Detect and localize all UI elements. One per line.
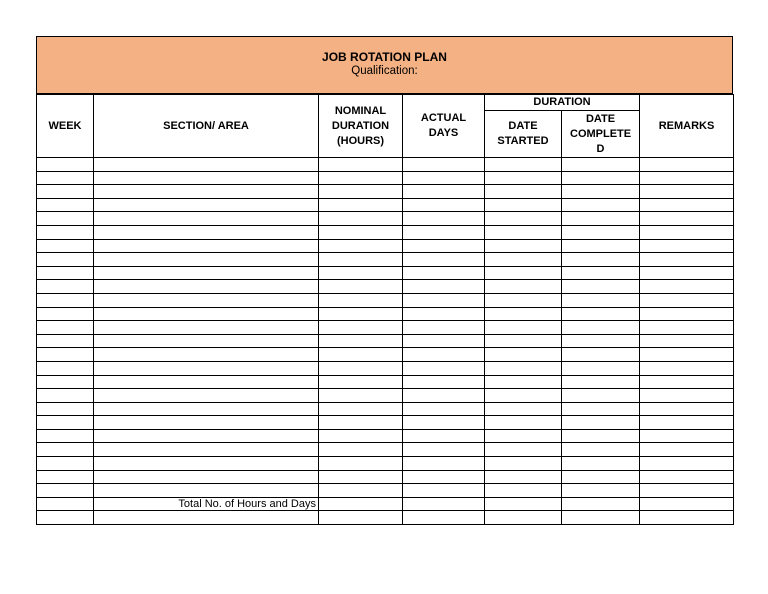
table-cell[interactable]: [319, 212, 403, 226]
table-cell[interactable]: [640, 171, 734, 185]
table-row: [37, 416, 734, 430]
table-cell[interactable]: [319, 321, 403, 335]
table-cell[interactable]: [37, 253, 94, 267]
table-cell[interactable]: [403, 239, 485, 253]
table-cell[interactable]: [94, 239, 319, 253]
table-cell[interactable]: [403, 361, 485, 375]
table-cell[interactable]: [485, 402, 562, 416]
table-cell[interactable]: [562, 416, 640, 430]
table-cell[interactable]: [319, 348, 403, 362]
table-cell[interactable]: [640, 375, 734, 389]
table-cell[interactable]: [319, 158, 403, 172]
table-cell[interactable]: [485, 497, 562, 511]
table-cell[interactable]: [562, 158, 640, 172]
table-cell[interactable]: [562, 457, 640, 471]
table-cell[interactable]: [485, 457, 562, 471]
table-cell[interactable]: [640, 280, 734, 294]
table-cell[interactable]: [319, 225, 403, 239]
table-cell[interactable]: [640, 361, 734, 375]
table-cell[interactable]: [485, 225, 562, 239]
table-cell[interactable]: [640, 198, 734, 212]
table-cell[interactable]: [562, 171, 640, 185]
table-cell[interactable]: [319, 334, 403, 348]
table-cell[interactable]: [562, 334, 640, 348]
table-cell[interactable]: [37, 212, 94, 226]
sheet-title: JOB ROTATION PLAN: [322, 50, 447, 64]
table-cell[interactable]: [403, 293, 485, 307]
table-row: [37, 470, 734, 484]
table-cell[interactable]: [485, 389, 562, 403]
table-cell[interactable]: [37, 321, 94, 335]
header-date-started: DATE STARTED: [485, 111, 562, 158]
table-cell[interactable]: [562, 484, 640, 498]
table-cell[interactable]: [403, 416, 485, 430]
table-cell[interactable]: [319, 402, 403, 416]
job-rotation-sheet: [36, 36, 733, 525]
table-cell[interactable]: [485, 375, 562, 389]
table-cell[interactable]: [319, 185, 403, 199]
table-cell[interactable]: [94, 334, 319, 348]
table-cell[interactable]: [640, 511, 734, 525]
table-cell[interactable]: [640, 158, 734, 172]
table-cell[interactable]: [37, 375, 94, 389]
table-cell[interactable]: [94, 402, 319, 416]
table-cell[interactable]: [562, 402, 640, 416]
table-cell[interactable]: [403, 470, 485, 484]
table-cell[interactable]: [640, 470, 734, 484]
table-cell[interactable]: [640, 225, 734, 239]
table-cell[interactable]: [640, 185, 734, 199]
table-cell[interactable]: [94, 321, 319, 335]
table-row: [37, 429, 734, 443]
table-row: [37, 198, 734, 212]
table-cell[interactable]: [640, 266, 734, 280]
table-cell[interactable]: [485, 293, 562, 307]
table-row: [37, 321, 734, 335]
table-row: [37, 280, 734, 294]
table-cell[interactable]: [37, 266, 94, 280]
table-row: [37, 266, 734, 280]
table-cell[interactable]: [403, 212, 485, 226]
table-cell[interactable]: [485, 307, 562, 321]
table-cell[interactable]: [94, 484, 319, 498]
table-cell[interactable]: [403, 225, 485, 239]
table-cell[interactable]: [403, 348, 485, 362]
table-cell[interactable]: [37, 511, 94, 525]
table-cell[interactable]: [319, 497, 403, 511]
table-cell[interactable]: [485, 511, 562, 525]
table-cell[interactable]: [37, 171, 94, 185]
table-row: [37, 484, 734, 498]
table-row: [37, 307, 734, 321]
table-cell[interactable]: [403, 443, 485, 457]
table-cell[interactable]: [37, 307, 94, 321]
table-cell[interactable]: [94, 389, 319, 403]
table-cell[interactable]: [319, 266, 403, 280]
table-cell[interactable]: [485, 171, 562, 185]
table-cell[interactable]: [403, 198, 485, 212]
table-cell[interactable]: [562, 429, 640, 443]
table-cell[interactable]: [640, 334, 734, 348]
table-cell[interactable]: [94, 280, 319, 294]
table-cell[interactable]: [37, 429, 94, 443]
table-cell[interactable]: [562, 511, 640, 525]
table-cell[interactable]: [403, 185, 485, 199]
table-cell[interactable]: [319, 429, 403, 443]
table-cell[interactable]: [94, 416, 319, 430]
table-cell[interactable]: [640, 212, 734, 226]
table-cell[interactable]: [403, 389, 485, 403]
table-cell[interactable]: [94, 457, 319, 471]
table-cell[interactable]: [562, 321, 640, 335]
table-cell[interactable]: [485, 361, 562, 375]
table-row: [37, 443, 734, 457]
table-cell[interactable]: [562, 389, 640, 403]
table-cell[interactable]: [640, 389, 734, 403]
table-row: [37, 253, 734, 267]
table-cell[interactable]: [562, 280, 640, 294]
table-row: [37, 457, 734, 471]
table-cell[interactable]: [562, 348, 640, 362]
table-cell[interactable]: [640, 307, 734, 321]
table-cell[interactable]: [485, 321, 562, 335]
table-row: [37, 348, 734, 362]
table-cell[interactable]: [319, 239, 403, 253]
table-cell[interactable]: [485, 348, 562, 362]
header-actual-days: ACTUAL DAYS: [403, 95, 485, 158]
table-cell[interactable]: [94, 348, 319, 362]
table-cell[interactable]: [640, 457, 734, 471]
table-cell[interactable]: [640, 293, 734, 307]
table-cell[interactable]: [640, 348, 734, 362]
table-cell[interactable]: [640, 497, 734, 511]
table-cell[interactable]: [403, 253, 485, 267]
table-cell[interactable]: [37, 457, 94, 471]
table-cell[interactable]: [319, 389, 403, 403]
table-row: [37, 375, 734, 389]
table-cell[interactable]: [640, 429, 734, 443]
table-cell[interactable]: [37, 497, 94, 511]
header-date-completed: DATE COMPLETE D: [562, 111, 640, 158]
table-cell[interactable]: [94, 266, 319, 280]
table-cell[interactable]: [319, 307, 403, 321]
table-cell[interactable]: [403, 402, 485, 416]
table-cell[interactable]: [94, 511, 319, 525]
table-cell[interactable]: [319, 511, 403, 525]
rotation-table: [36, 94, 734, 525]
table-row: [37, 212, 734, 226]
table-cell[interactable]: [319, 280, 403, 294]
table-row: [37, 225, 734, 239]
table-cell[interactable]: [37, 198, 94, 212]
table-row: [37, 239, 734, 253]
table-cell[interactable]: [37, 484, 94, 498]
table-cell[interactable]: [485, 484, 562, 498]
table-row: [37, 511, 734, 525]
table-cell[interactable]: [94, 307, 319, 321]
table-cell[interactable]: [640, 443, 734, 457]
table-cell[interactable]: [403, 497, 485, 511]
total-row: [37, 497, 734, 511]
table-cell[interactable]: [562, 375, 640, 389]
table-body: [37, 158, 734, 525]
table-cell[interactable]: [403, 280, 485, 294]
table-cell[interactable]: [562, 293, 640, 307]
table-cell[interactable]: [562, 185, 640, 199]
header-nominal-duration: NOMINAL DURATION (HOURS): [319, 95, 403, 158]
table-cell[interactable]: [319, 198, 403, 212]
table-cell[interactable]: [485, 158, 562, 172]
table-cell[interactable]: [562, 497, 640, 511]
table-row: [37, 171, 734, 185]
table-row: [37, 334, 734, 348]
table-cell[interactable]: [94, 429, 319, 443]
table-cell[interactable]: [403, 484, 485, 498]
table-cell[interactable]: [485, 253, 562, 267]
table-cell[interactable]: [37, 402, 94, 416]
table-cell[interactable]: [485, 470, 562, 484]
table-cell[interactable]: [37, 470, 94, 484]
table-cell[interactable]: [485, 266, 562, 280]
table-cell[interactable]: [485, 185, 562, 199]
table-cell[interactable]: [640, 416, 734, 430]
table-cell[interactable]: [562, 470, 640, 484]
table-cell[interactable]: [403, 457, 485, 471]
table-cell[interactable]: [94, 470, 319, 484]
table-cell[interactable]: [319, 293, 403, 307]
table-cell[interactable]: [403, 171, 485, 185]
table-cell[interactable]: [403, 511, 485, 525]
table-cell[interactable]: [485, 212, 562, 226]
table-cell[interactable]: [485, 239, 562, 253]
table-row: [37, 185, 734, 199]
table-cell[interactable]: [319, 416, 403, 430]
table-cell[interactable]: [562, 266, 640, 280]
header-section-area: SECTION/ AREA: [94, 95, 319, 158]
table-cell[interactable]: [319, 443, 403, 457]
table-cell[interactable]: [562, 225, 640, 239]
table-cell[interactable]: [94, 253, 319, 267]
table-cell[interactable]: [319, 171, 403, 185]
table-cell[interactable]: [37, 443, 94, 457]
table-cell[interactable]: [562, 239, 640, 253]
table-cell[interactable]: [403, 266, 485, 280]
table-cell[interactable]: [94, 225, 319, 239]
table-cell[interactable]: [94, 443, 319, 457]
table-cell[interactable]: [562, 443, 640, 457]
table-cell[interactable]: [319, 470, 403, 484]
table-cell[interactable]: [94, 171, 319, 185]
table-row: [37, 402, 734, 416]
table-cell[interactable]: [94, 361, 319, 375]
table-cell[interactable]: [37, 225, 94, 239]
table-cell[interactable]: [37, 361, 94, 375]
table-row: [37, 361, 734, 375]
table-cell[interactable]: [640, 253, 734, 267]
table-cell[interactable]: [403, 334, 485, 348]
table-cell[interactable]: [485, 443, 562, 457]
table-cell[interactable]: [37, 158, 94, 172]
table-cell[interactable]: [319, 253, 403, 267]
table-cell[interactable]: [37, 185, 94, 199]
table-cell[interactable]: [94, 212, 319, 226]
table-cell[interactable]: [37, 334, 94, 348]
table-cell[interactable]: [403, 429, 485, 443]
table-cell[interactable]: [37, 389, 94, 403]
table-cell[interactable]: [319, 361, 403, 375]
table-row: [37, 293, 734, 307]
header-week: WEEK: [37, 95, 94, 158]
table-cell[interactable]: [485, 280, 562, 294]
header-remarks: REMARKS: [640, 95, 734, 158]
table-cell[interactable]: [94, 375, 319, 389]
table-cell[interactable]: [485, 416, 562, 430]
table-cell[interactable]: [562, 307, 640, 321]
table-cell[interactable]: [562, 212, 640, 226]
qualification-label: Qualification:: [351, 65, 418, 77]
table-row: [37, 389, 734, 403]
table-cell[interactable]: [37, 416, 94, 430]
table-row: [37, 158, 734, 172]
table-cell[interactable]: [94, 198, 319, 212]
table-cell[interactable]: [640, 239, 734, 253]
table-cell[interactable]: [562, 253, 640, 267]
table-cell[interactable]: [94, 185, 319, 199]
table-cell[interactable]: [485, 334, 562, 348]
table-cell[interactable]: [640, 402, 734, 416]
table-cell[interactable]: [403, 375, 485, 389]
title-banner: [36, 36, 733, 94]
table-cell[interactable]: [37, 293, 94, 307]
table-cell[interactable]: [319, 375, 403, 389]
total-label: Total No. of Hours and Days: [94, 497, 319, 511]
table-cell[interactable]: [403, 307, 485, 321]
table-cell[interactable]: [403, 158, 485, 172]
table-cell[interactable]: [37, 348, 94, 362]
table-cell[interactable]: [485, 429, 562, 443]
table-cell[interactable]: [403, 321, 485, 335]
header-duration: DURATION: [485, 95, 640, 111]
table-cell[interactable]: [319, 457, 403, 471]
table-cell[interactable]: [94, 158, 319, 172]
table-cell[interactable]: [562, 198, 640, 212]
table-cell[interactable]: [94, 293, 319, 307]
table-cell[interactable]: [319, 484, 403, 498]
table-cell[interactable]: [640, 321, 734, 335]
table-cell[interactable]: [37, 239, 94, 253]
table-cell[interactable]: [640, 484, 734, 498]
table-cell[interactable]: [562, 361, 640, 375]
table-cell[interactable]: [485, 198, 562, 212]
table-cell[interactable]: [37, 280, 94, 294]
